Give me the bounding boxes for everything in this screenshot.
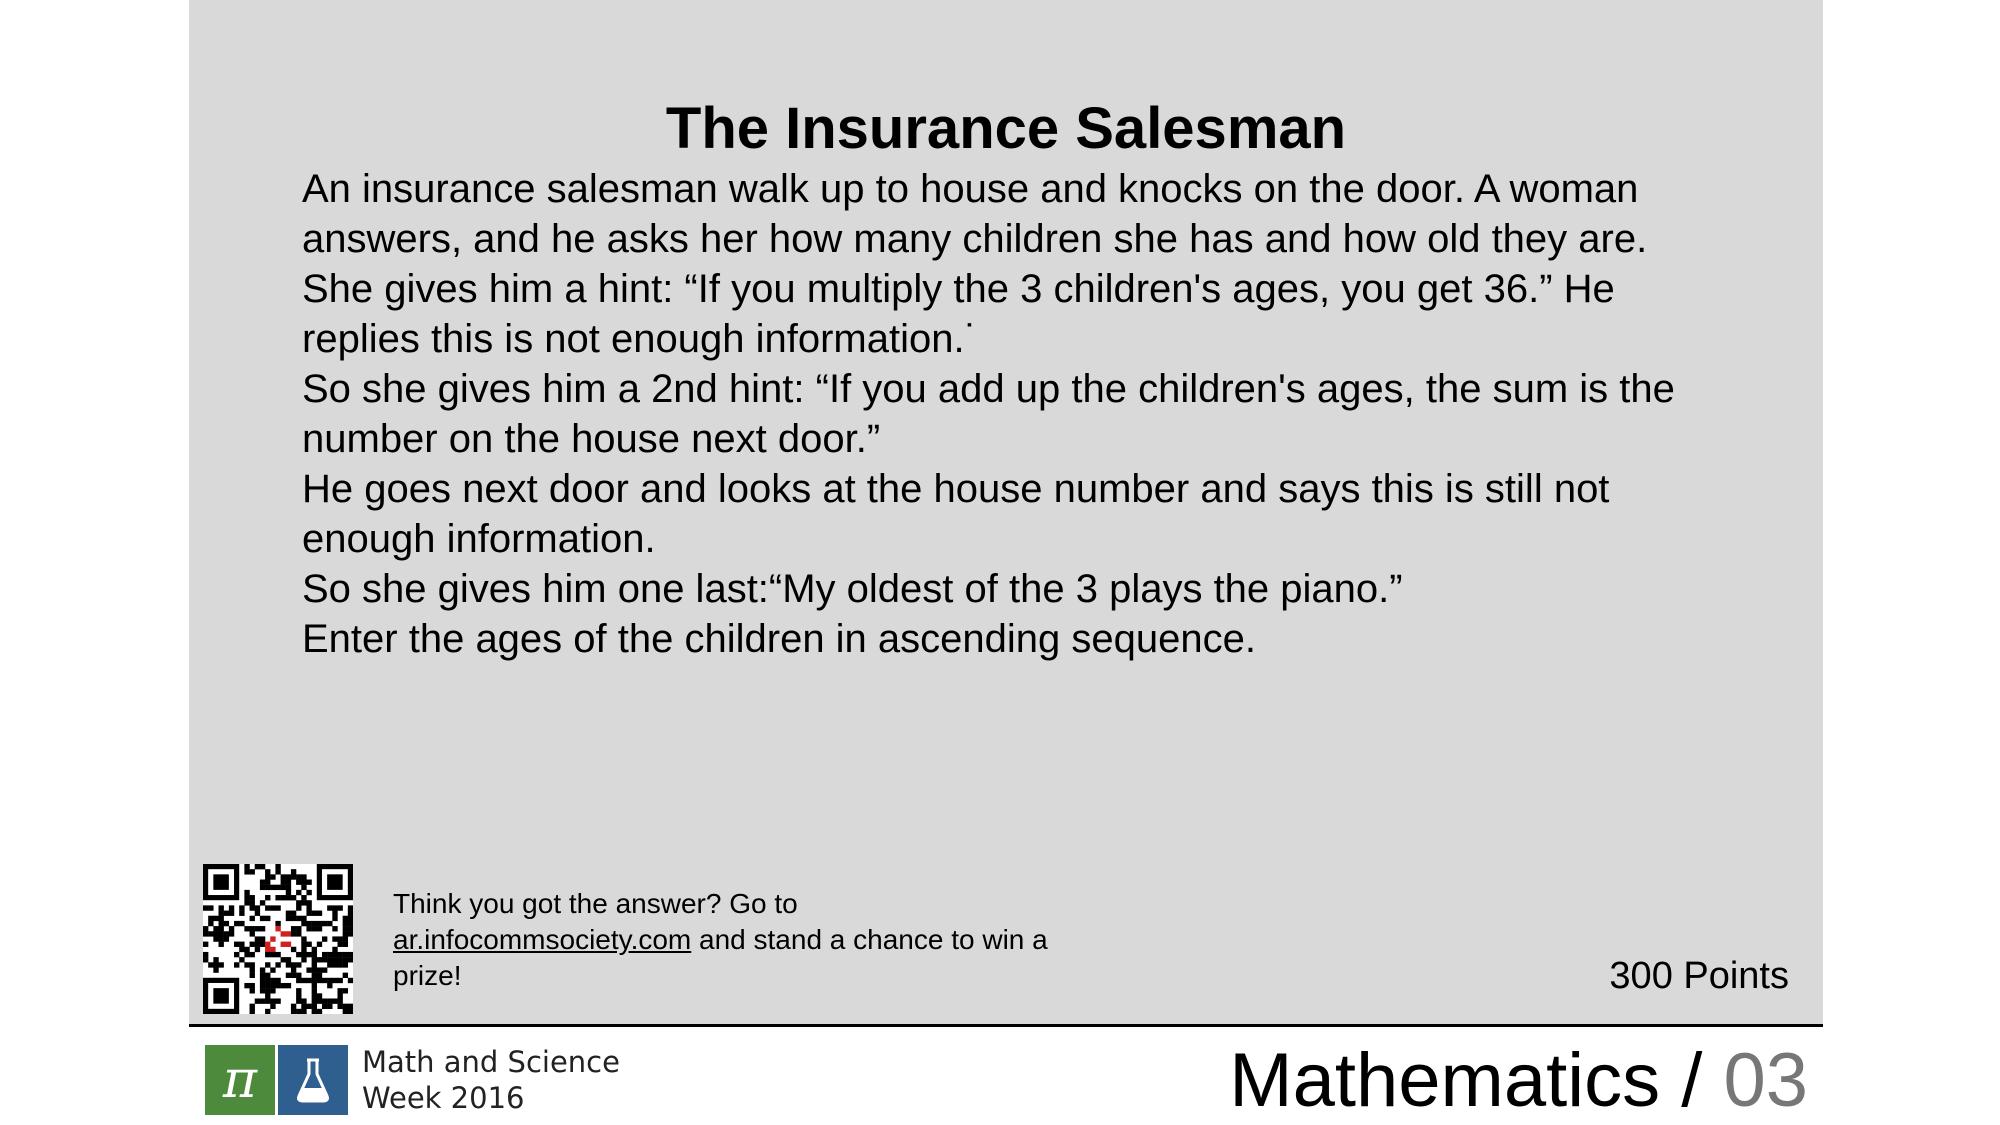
question-paragraph: So she gives him one last:“My oldest of the 3 plays the piano.” <box>302 567 1403 611</box>
question-paragraph: Enter the ages of the children in ascending sequence. <box>302 617 1256 661</box>
question-paragraph: An insurance salesman walk up to house and knocks on the door. A woman answers, and he asks her how many children she has and how old they are. <box>302 167 1648 261</box>
flask-icon <box>278 1045 348 1115</box>
pi-icon: π <box>205 1045 275 1115</box>
answer-prompt <box>393 886 1113 994</box>
question-paragraph: So she gives him a 2nd hint: “If you add up the children's ages, the sum is the number on the house next door.” <box>302 367 1675 461</box>
event-logo <box>205 1045 620 1115</box>
qr-code[interactable] <box>203 864 353 1014</box>
event-name <box>362 1044 620 1116</box>
prompt-continuation: and stand a chance to win a prize! <box>393 924 1048 991</box>
event-name-line: Math and Science <box>362 1045 620 1079</box>
points-value: 300 Points <box>1609 955 1789 997</box>
prompt-line: Think you got the answer? Go to <box>393 888 798 919</box>
question-text <box>302 164 1722 664</box>
question-paragraph: She gives him a hint: “If you multiply the 3 children's ages, you get 36.” He replies this is not enough information.˙ <box>302 267 1615 361</box>
answer-link[interactable]: ar.infocommsociety.com <box>393 924 692 955</box>
event-year-line: Week 2016 <box>362 1081 525 1115</box>
question-card <box>189 0 1823 1024</box>
subject-label <box>1229 1038 1808 1124</box>
card-title: The Insurance Salesman <box>665 96 1347 161</box>
subject-name: Mathematics / <box>1229 1038 1724 1123</box>
footer-divider <box>189 1024 1823 1027</box>
question-number: 03 <box>1723 1038 1808 1123</box>
qr-code-graphic <box>203 864 353 1014</box>
question-paragraph: He goes next door and looks at the house number and says this is still not enough information. <box>302 467 1610 561</box>
